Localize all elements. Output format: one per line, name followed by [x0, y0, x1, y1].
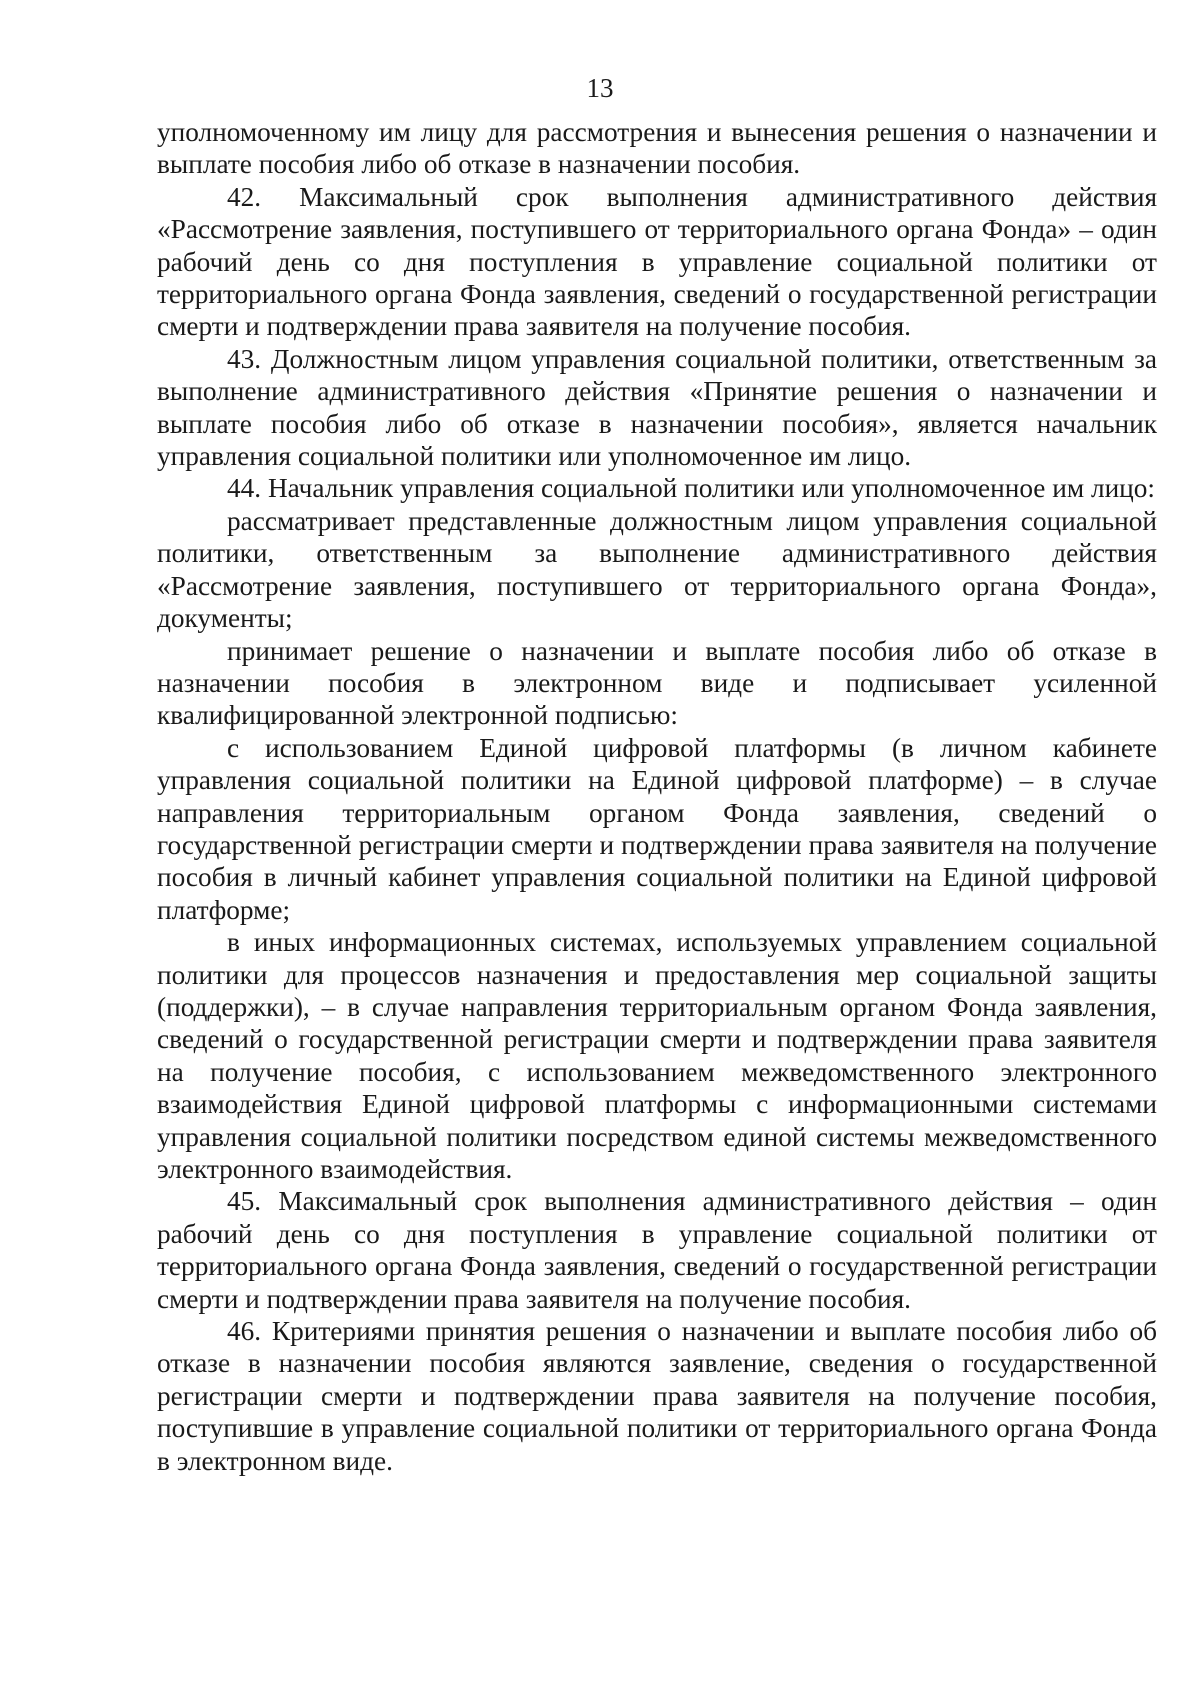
- paragraph-44-subitem-digital-platform: с использованием Единой цифровой платформы (в личном кабинете управления социальной политики на Единой цифровой платформе) – в случае направления территориальным органом Фонда заявления, сведений о государственной регистрации смерти и подтверждении права заявителя на получение пособия в личный кабинет управления социальной политики на Единой цифровой платформе;: [157, 732, 1157, 925]
- paragraph-44: 44. Начальник управления социальной политики или уполномоченное им лицо:: [227, 473, 1156, 504]
- page-number: 13: [586, 73, 614, 103]
- paragraph-44-item-reviews: рассматривает представленные должностным лицом управления социальной политики, ответственным за выполнение административного действия «Рассмотрение заявления, поступившего от территориального органа Фонда», документы;: [157, 505, 1157, 634]
- paragraph-46: 46. Критериями принятия решения о назначении и выплате пособия либо об отказе в назначении пособия являются заявление, сведения о государственной регистрации смерти и подтверждении права заявителя на получение пособия, поступившие в управление социальной политики от территориального органа Фонда в электронном виде.: [157, 1316, 1157, 1476]
- paragraph-42: 42. Максимальный срок выполнения административного действия «Рассмотрение заявления, поступившего от территориального органа Фонда» – один рабочий день со дня поступления в управление социальной политики от территориального органа Фонда заявления, сведений о государственной регистрации смерти и подтверждении права заявителя на получение пособия.: [157, 181, 1157, 342]
- document-body: [157, 116, 1157, 1477]
- paragraph-45: 45. Максимальный срок выполнения административного действия – один рабочий день со дня поступления в управление социальной политики от территориального органа Фонда заявления, сведений о государственной регистрации смерти и подтверждении права заявителя на получение пособия.: [157, 1186, 1157, 1314]
- paragraph-43: 43. Должностным лицом управления социальной политики, ответственным за выполнение административного действия «Принятие решения о назначении и выплате пособия либо об отказе в назначении пособия», является начальник управления социальной политики или уполномоченное им лицо.: [157, 343, 1157, 472]
- paragraph-continuation: уполномоченному им лицу для рассмотрения и вынесения решения о назначении и выплате пособия либо об отказе в назначении пособия.: [157, 117, 1157, 180]
- paragraph-44-item-decides: принимает решение о назначении и выплате пособия либо об отказе в назначении пособия в электронном виде и подписывает усиленной квалифицированной электронной подписью:: [157, 635, 1157, 731]
- paragraph-44-subitem-other-systems: в иных информационных системах, используемых управлением социальной политики для процессов назначения и предоставления мер социальной защиты (поддержки), – в случае направления территориальным органом Фонда заявления, сведений о государственной регистрации смерти и подтверждении права заявителя на получение пособия, с использованием межведомственного электронного взаимодействия Единой цифровой платформы с информационными системами управления социальной политики посредством единой системы межведомственного электронного взаимодействия.: [157, 927, 1157, 1184]
